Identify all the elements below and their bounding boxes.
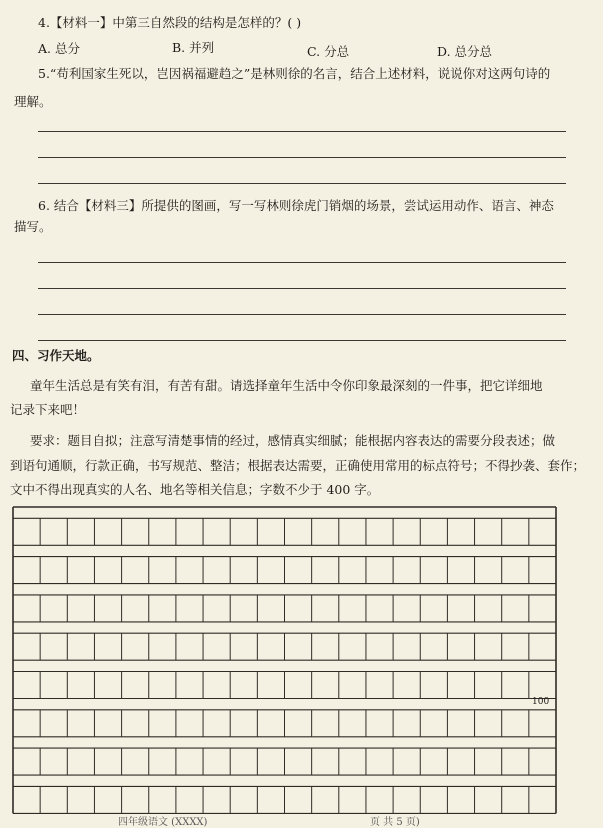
grid-cell[interactable] bbox=[502, 786, 529, 813]
grid-cell[interactable] bbox=[149, 595, 176, 622]
grid-cell[interactable] bbox=[13, 557, 40, 584]
grid-cell[interactable] bbox=[502, 557, 529, 584]
grid-cell[interactable] bbox=[176, 518, 203, 545]
grid-cell[interactable] bbox=[94, 710, 121, 737]
grid-cell[interactable] bbox=[94, 595, 121, 622]
q4-option-b: B. 并列 bbox=[172, 40, 215, 55]
grid-cell[interactable] bbox=[285, 557, 312, 584]
grid-cell[interactable] bbox=[257, 786, 284, 813]
grid-cell[interactable] bbox=[13, 518, 40, 545]
grid-cell[interactable] bbox=[339, 518, 366, 545]
grid-cell[interactable] bbox=[94, 557, 121, 584]
grid-cell[interactable] bbox=[447, 748, 474, 775]
grid-cell[interactable] bbox=[230, 633, 257, 660]
grid-cell[interactable] bbox=[122, 710, 149, 737]
grid-cell[interactable] bbox=[529, 557, 556, 584]
grid-cell[interactable] bbox=[393, 710, 420, 737]
grid-cell[interactable] bbox=[94, 786, 121, 813]
grid-cell[interactable] bbox=[312, 557, 339, 584]
grid-cell[interactable] bbox=[447, 710, 474, 737]
grid-cell[interactable] bbox=[366, 710, 393, 737]
grid-cell[interactable] bbox=[40, 633, 67, 660]
grid-cell[interactable] bbox=[312, 672, 339, 699]
grid-cell[interactable] bbox=[176, 748, 203, 775]
grid-cell[interactable] bbox=[13, 672, 40, 699]
requirement-line3: 文中不得出现真实的人名、地名等相关信息；字数不少于 400 字。 bbox=[10, 482, 380, 497]
grid-cell[interactable] bbox=[40, 748, 67, 775]
grid-cell[interactable] bbox=[475, 786, 502, 813]
grid-cell[interactable] bbox=[475, 557, 502, 584]
grid-cell[interactable] bbox=[176, 672, 203, 699]
grid-cell[interactable] bbox=[475, 595, 502, 622]
grid-cell[interactable] bbox=[420, 786, 447, 813]
grid-cell[interactable] bbox=[285, 595, 312, 622]
grid-cell[interactable] bbox=[366, 786, 393, 813]
grid-cell[interactable] bbox=[203, 748, 230, 775]
grid-cell[interactable] bbox=[502, 518, 529, 545]
footer-left: 四年级语文 (XXXX) bbox=[118, 817, 208, 828]
grid-cell[interactable] bbox=[447, 672, 474, 699]
grid-cell[interactable] bbox=[529, 710, 556, 737]
grid-cell[interactable] bbox=[67, 748, 94, 775]
q5-line1: 5.“苟利国家生死以，岂因祸福避趋之”是林则徐的名言，结合上述材料，说说你对这两句诗的 bbox=[38, 66, 551, 81]
grid-cell[interactable] bbox=[529, 633, 556, 660]
grid-cell[interactable] bbox=[67, 595, 94, 622]
grid-cell[interactable] bbox=[40, 595, 67, 622]
grid-cell[interactable] bbox=[122, 633, 149, 660]
q4-option-d: D. 总分总 bbox=[437, 44, 493, 59]
grid-cell[interactable] bbox=[203, 786, 230, 813]
grid-cell[interactable] bbox=[339, 672, 366, 699]
grid-cell[interactable] bbox=[285, 672, 312, 699]
grid-cell[interactable] bbox=[203, 633, 230, 660]
grid-cell[interactable] bbox=[312, 595, 339, 622]
grid-cell[interactable] bbox=[312, 786, 339, 813]
q6-line2: 描写。 bbox=[14, 219, 52, 234]
grid-cell[interactable] bbox=[366, 557, 393, 584]
grid-cell[interactable] bbox=[230, 748, 257, 775]
footer-right: 页 共 5 页) bbox=[370, 817, 420, 828]
word-count-marker: 100 bbox=[532, 697, 550, 707]
grid-cell[interactable] bbox=[312, 748, 339, 775]
grid-cell[interactable] bbox=[393, 595, 420, 622]
grid-cell[interactable] bbox=[312, 710, 339, 737]
grid-cell[interactable] bbox=[149, 672, 176, 699]
section-title: 四、习作天地。 bbox=[12, 348, 100, 363]
grid-cell[interactable] bbox=[420, 748, 447, 775]
grid-cell[interactable] bbox=[502, 672, 529, 699]
grid-cell[interactable] bbox=[312, 518, 339, 545]
grid-cell[interactable] bbox=[257, 595, 284, 622]
grid-cell[interactable] bbox=[339, 748, 366, 775]
grid-cell[interactable] bbox=[40, 786, 67, 813]
grid-cell[interactable] bbox=[94, 672, 121, 699]
grid-cell[interactable] bbox=[176, 633, 203, 660]
grid-cell[interactable] bbox=[475, 710, 502, 737]
grid-cell[interactable] bbox=[122, 748, 149, 775]
grid-cell[interactable] bbox=[203, 595, 230, 622]
grid-cell[interactable] bbox=[393, 786, 420, 813]
grid-cell[interactable] bbox=[13, 748, 40, 775]
grid-cell[interactable] bbox=[40, 710, 67, 737]
grid-cell[interactable] bbox=[285, 748, 312, 775]
grid-cell[interactable] bbox=[366, 748, 393, 775]
grid-cell[interactable] bbox=[149, 710, 176, 737]
grid-cell[interactable] bbox=[94, 748, 121, 775]
grid-cell[interactable] bbox=[475, 748, 502, 775]
grid-cell[interactable] bbox=[420, 518, 447, 545]
grid-cell[interactable] bbox=[393, 518, 420, 545]
grid-cell[interactable] bbox=[40, 518, 67, 545]
grid-cell[interactable] bbox=[67, 633, 94, 660]
grid-cell[interactable] bbox=[94, 633, 121, 660]
grid-cell[interactable] bbox=[312, 633, 339, 660]
grid-cell[interactable] bbox=[285, 633, 312, 660]
grid-cell[interactable] bbox=[447, 595, 474, 622]
grid-cell[interactable] bbox=[502, 748, 529, 775]
grid-cell[interactable] bbox=[366, 595, 393, 622]
grid-cell[interactable] bbox=[40, 557, 67, 584]
grid-cell[interactable] bbox=[230, 595, 257, 622]
grid-cell[interactable] bbox=[475, 633, 502, 660]
grid-cell[interactable] bbox=[420, 633, 447, 660]
grid-cell[interactable] bbox=[257, 710, 284, 737]
grid-cell[interactable] bbox=[122, 786, 149, 813]
grid-cell[interactable] bbox=[176, 786, 203, 813]
grid-cell[interactable] bbox=[339, 595, 366, 622]
grid-cell[interactable] bbox=[230, 518, 257, 545]
grid-cell[interactable] bbox=[230, 672, 257, 699]
grid-cell[interactable] bbox=[393, 748, 420, 775]
grid-cell[interactable] bbox=[67, 786, 94, 813]
grid-cell[interactable] bbox=[257, 672, 284, 699]
grid-cell[interactable] bbox=[122, 595, 149, 622]
grid-cell[interactable] bbox=[393, 633, 420, 660]
grid-cell[interactable] bbox=[67, 557, 94, 584]
grid-cell[interactable] bbox=[339, 633, 366, 660]
grid-cell[interactable] bbox=[447, 786, 474, 813]
grid-cell[interactable] bbox=[447, 633, 474, 660]
grid-cell[interactable] bbox=[339, 710, 366, 737]
prompt-line2: 记录下来吧！ bbox=[10, 402, 86, 417]
grid-cell[interactable] bbox=[420, 710, 447, 737]
grid-cell[interactable] bbox=[502, 633, 529, 660]
grid-cell[interactable] bbox=[366, 518, 393, 545]
q5-line2: 理解。 bbox=[14, 94, 52, 109]
grid-cell[interactable] bbox=[122, 557, 149, 584]
requirement-line1: 要求：题目自拟；注意写清楚事情的经过，感情真实细腻；能根据内容表达的需要分段表述；做 bbox=[30, 433, 556, 448]
grid-cell[interactable] bbox=[67, 518, 94, 545]
grid-cell[interactable] bbox=[257, 518, 284, 545]
grid-cell[interactable] bbox=[176, 595, 203, 622]
grid-cell[interactable] bbox=[529, 672, 556, 699]
grid-cell[interactable] bbox=[529, 595, 556, 622]
grid-cell[interactable] bbox=[420, 595, 447, 622]
grid-cell[interactable] bbox=[257, 633, 284, 660]
grid-cell[interactable] bbox=[366, 672, 393, 699]
grid-cell[interactable] bbox=[529, 518, 556, 545]
grid-cell[interactable] bbox=[122, 518, 149, 545]
grid-cell[interactable] bbox=[230, 710, 257, 737]
grid-cell[interactable] bbox=[13, 710, 40, 737]
grid-cell[interactable] bbox=[149, 633, 176, 660]
grid-cell[interactable] bbox=[475, 518, 502, 545]
grid-cell[interactable] bbox=[420, 672, 447, 699]
grid-cell[interactable] bbox=[149, 748, 176, 775]
grid-cell[interactable] bbox=[285, 786, 312, 813]
q6-line1: 6. 结合【材料三】所提供的图画，写一写林则徐虎门销烟的场景，尝试运用动作、语言、神态 bbox=[38, 198, 554, 213]
grid-cell[interactable] bbox=[122, 672, 149, 699]
grid-cell[interactable] bbox=[176, 710, 203, 737]
grid-cell[interactable] bbox=[40, 672, 67, 699]
grid-cell[interactable] bbox=[339, 557, 366, 584]
grid-cell[interactable] bbox=[149, 786, 176, 813]
grid-cell[interactable] bbox=[366, 633, 393, 660]
grid-cell[interactable] bbox=[502, 595, 529, 622]
grid-cell[interactable] bbox=[94, 518, 121, 545]
grid-cell[interactable] bbox=[176, 557, 203, 584]
grid-cell[interactable] bbox=[447, 557, 474, 584]
grid-cell[interactable] bbox=[67, 710, 94, 737]
grid-cell[interactable] bbox=[149, 518, 176, 545]
grid-cell[interactable] bbox=[475, 672, 502, 699]
grid-cell[interactable] bbox=[529, 786, 556, 813]
grid-cell[interactable] bbox=[420, 557, 447, 584]
grid-cell[interactable] bbox=[339, 786, 366, 813]
grid-cell[interactable] bbox=[203, 710, 230, 737]
grid-cell[interactable] bbox=[13, 786, 40, 813]
prompt-line1: 童年生活总是有笑有泪，有苦有甜。请选择童年生活中令你印象最深刻的一件事，把它详细地 bbox=[30, 378, 543, 393]
grid-cell[interactable] bbox=[67, 672, 94, 699]
grid-cell[interactable] bbox=[529, 748, 556, 775]
grid-cell[interactable] bbox=[257, 748, 284, 775]
grid-cell[interactable] bbox=[447, 518, 474, 545]
q4-option-a: A. 总分 bbox=[38, 41, 80, 56]
q4-text: 4.【材料一】中第三自然段的结构是怎样的？( ) bbox=[38, 15, 302, 30]
grid-cell[interactable] bbox=[203, 518, 230, 545]
grid-cell[interactable] bbox=[285, 518, 312, 545]
grid-cell[interactable] bbox=[203, 557, 230, 584]
grid-cell[interactable] bbox=[203, 672, 230, 699]
grid-cell[interactable] bbox=[285, 710, 312, 737]
grid-cell[interactable] bbox=[230, 557, 257, 584]
grid-cell[interactable] bbox=[149, 557, 176, 584]
grid-cell[interactable] bbox=[393, 557, 420, 584]
grid-cell[interactable] bbox=[230, 786, 257, 813]
requirement-line2: 到语句通顺，行款正确，书写规范、整洁；根据表达需要，正确使用常用的标点符号；不得抄袭、套作； bbox=[10, 458, 586, 473]
grid-cell[interactable] bbox=[13, 595, 40, 622]
grid-cell[interactable] bbox=[393, 672, 420, 699]
grid-cell[interactable] bbox=[257, 557, 284, 584]
grid-cell[interactable] bbox=[502, 710, 529, 737]
grid-cell[interactable] bbox=[13, 633, 40, 660]
q4-option-c: C. 分总 bbox=[307, 44, 350, 59]
